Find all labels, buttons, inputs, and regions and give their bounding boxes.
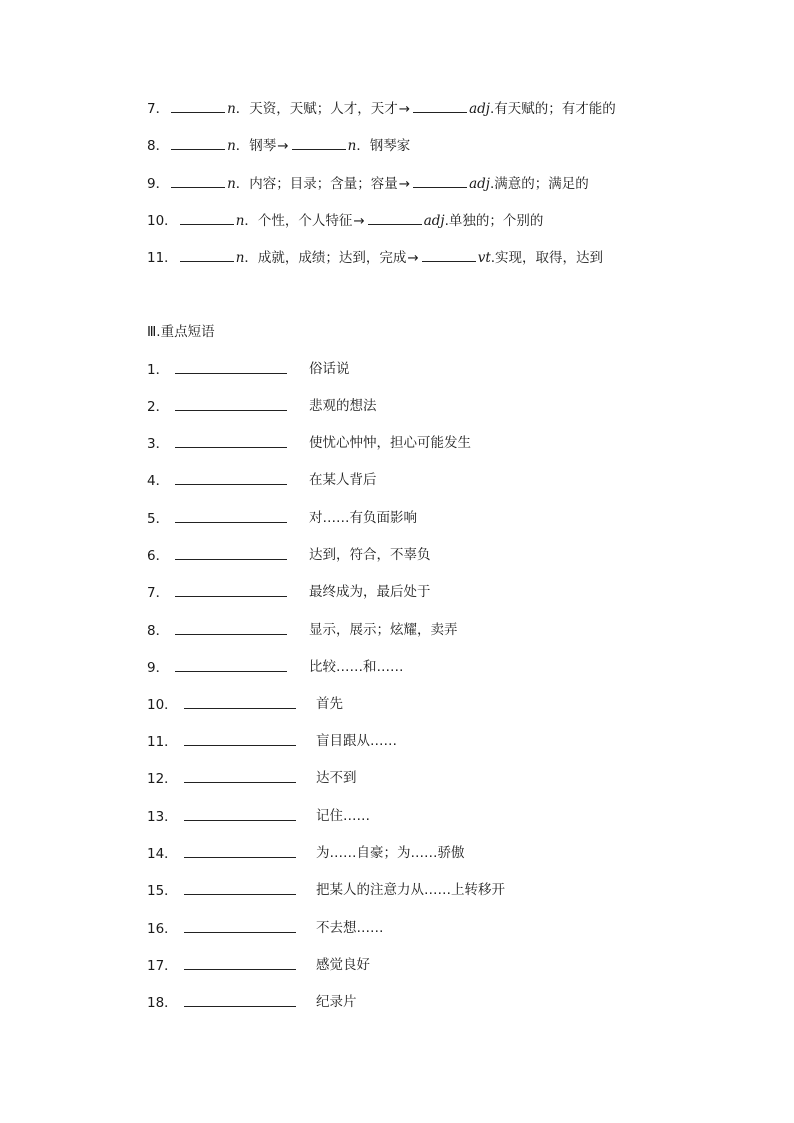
item-number: 3． xyxy=(147,436,170,452)
arrow-icon: → xyxy=(398,101,411,117)
phrase-item xyxy=(147,731,296,752)
item-number: 14． xyxy=(147,846,178,862)
phrase-item xyxy=(147,508,287,529)
vocab-item xyxy=(147,98,616,119)
answer-blank[interactable] xyxy=(175,396,287,411)
arrow-icon: → xyxy=(398,176,411,192)
item-number: 10． xyxy=(147,697,178,713)
phrase-item xyxy=(147,806,296,827)
meaning: .有天赋的；有才能的 xyxy=(490,101,616,117)
phrase-item xyxy=(147,768,296,789)
item-number: 8． xyxy=(147,138,170,154)
phrase-meaning: 在某人背后 xyxy=(309,472,377,488)
phrase-item xyxy=(147,470,287,491)
part-of-speech: vt xyxy=(477,250,491,266)
item-number: 11． xyxy=(147,734,178,750)
arrow-icon: → xyxy=(277,138,289,154)
answer-blank[interactable] xyxy=(175,470,287,485)
item-number: 18． xyxy=(147,995,178,1011)
answer-blank[interactable] xyxy=(413,173,467,188)
answer-blank[interactable] xyxy=(292,135,346,150)
phrase-item xyxy=(147,620,287,641)
phrase-item xyxy=(147,545,287,566)
answer-blank[interactable] xyxy=(175,657,287,672)
phrase-meaning: 为……自豪；为……骄傲 xyxy=(316,845,465,861)
meaning: ．钢琴 xyxy=(235,138,277,154)
answer-blank[interactable] xyxy=(184,955,296,970)
item-number: 9． xyxy=(147,660,170,676)
phrase-meaning: 俗话说 xyxy=(309,361,350,377)
item-number: 17． xyxy=(147,958,178,974)
phrase-meaning: 使忧心忡忡，担心可能发生 xyxy=(309,435,471,451)
meaning: ．个性，个人特征 xyxy=(244,213,353,229)
part-of-speech: adj xyxy=(469,101,490,117)
part-of-speech: n xyxy=(227,101,236,117)
answer-blank[interactable] xyxy=(184,880,296,895)
item-number: 16． xyxy=(147,921,178,937)
answer-blank[interactable] xyxy=(184,768,296,783)
answer-blank[interactable] xyxy=(171,135,225,150)
item-number: 11． xyxy=(147,250,178,266)
phrase-item xyxy=(147,582,287,603)
answer-blank[interactable] xyxy=(175,433,287,448)
answer-blank[interactable] xyxy=(175,582,287,597)
answer-blank[interactable] xyxy=(368,210,422,225)
part-of-speech: n xyxy=(347,138,357,154)
meaning: ．内容；目录；含量；容量 xyxy=(235,176,398,192)
answer-blank[interactable] xyxy=(175,620,287,635)
part-of-speech: n xyxy=(235,213,245,229)
answer-blank[interactable] xyxy=(175,545,287,560)
phrase-item xyxy=(147,955,296,976)
meaning: ．钢琴家 xyxy=(356,138,411,154)
phrase-meaning: 盲目跟从…… xyxy=(316,733,397,749)
item-number: 8． xyxy=(147,623,170,639)
part-of-speech: n xyxy=(235,250,245,266)
phrase-item xyxy=(147,918,296,939)
item-number: 1． xyxy=(147,362,170,378)
answer-blank[interactable] xyxy=(184,918,296,933)
phrase-item xyxy=(147,694,296,715)
arrow-icon: → xyxy=(407,250,419,266)
item-number: 12． xyxy=(147,771,178,787)
phrase-meaning: 达到，符合，不辜负 xyxy=(309,547,431,563)
meaning: ．天资，天赋；人才，天才 xyxy=(235,101,398,117)
phrase-meaning: 不去想…… xyxy=(316,920,384,936)
answer-blank[interactable] xyxy=(184,731,296,746)
answer-blank[interactable] xyxy=(413,98,467,113)
answer-blank[interactable] xyxy=(180,247,234,262)
phrase-meaning: 纪录片 xyxy=(316,994,357,1010)
phrase-meaning: 显示，展示；炫耀，卖弄 xyxy=(309,622,458,638)
item-number: 5． xyxy=(147,511,170,527)
phrase-meaning: 记住…… xyxy=(316,808,370,824)
item-number: 6． xyxy=(147,548,170,564)
phrase-item xyxy=(147,992,296,1013)
section-heading: Ⅲ.重点短语 xyxy=(147,324,215,340)
meaning: .满意的；满足的 xyxy=(490,176,589,192)
answer-blank[interactable] xyxy=(184,806,296,821)
phrase-item xyxy=(147,396,287,417)
phrase-meaning: 悲观的想法 xyxy=(309,398,377,414)
answer-blank[interactable] xyxy=(422,247,476,262)
item-number: 7． xyxy=(147,585,170,601)
item-number: 10． xyxy=(147,213,178,229)
item-number: 2． xyxy=(147,399,170,415)
phrase-meaning: 达不到 xyxy=(316,770,357,786)
phrase-meaning: 最终成为，最后处于 xyxy=(309,584,431,600)
phrase-item xyxy=(147,880,296,901)
phrase-item xyxy=(147,359,287,380)
item-number: 7． xyxy=(147,101,170,117)
arrow-icon: → xyxy=(353,213,365,229)
meaning: ．成就，成绩；达到，完成 xyxy=(244,250,407,266)
answer-blank[interactable] xyxy=(175,359,287,374)
phrase-item xyxy=(147,843,296,864)
phrase-meaning: 对……有负面影响 xyxy=(309,510,417,526)
phrase-meaning: 感觉良好 xyxy=(316,957,370,973)
answer-blank[interactable] xyxy=(171,173,225,188)
answer-blank[interactable] xyxy=(184,843,296,858)
part-of-speech: n xyxy=(227,138,236,154)
phrase-item xyxy=(147,433,287,454)
item-number: 4． xyxy=(147,473,170,489)
item-number: 9． xyxy=(147,176,170,192)
vocab-item xyxy=(147,210,543,231)
phrase-meaning: 把某人的注意力从……上转移开 xyxy=(316,882,505,898)
meaning: .实现，取得，达到 xyxy=(490,250,604,266)
vocab-item xyxy=(147,247,603,268)
phrase-meaning: 首先 xyxy=(316,696,343,712)
part-of-speech: n xyxy=(227,176,236,192)
answer-blank[interactable] xyxy=(175,508,287,523)
vocab-item xyxy=(147,135,410,156)
phrase-item xyxy=(147,657,287,678)
meaning: .单独的；个别的 xyxy=(444,213,544,229)
answer-blank[interactable] xyxy=(184,694,296,709)
answer-blank[interactable] xyxy=(184,992,296,1007)
item-number: 13． xyxy=(147,809,178,825)
answer-blank[interactable] xyxy=(171,98,225,113)
part-of-speech: adj xyxy=(423,213,445,229)
item-number: 15． xyxy=(147,883,178,899)
phrase-meaning: 比较……和…… xyxy=(309,659,404,675)
vocab-item xyxy=(147,173,589,194)
part-of-speech: adj xyxy=(469,176,490,192)
answer-blank[interactable] xyxy=(180,210,234,225)
